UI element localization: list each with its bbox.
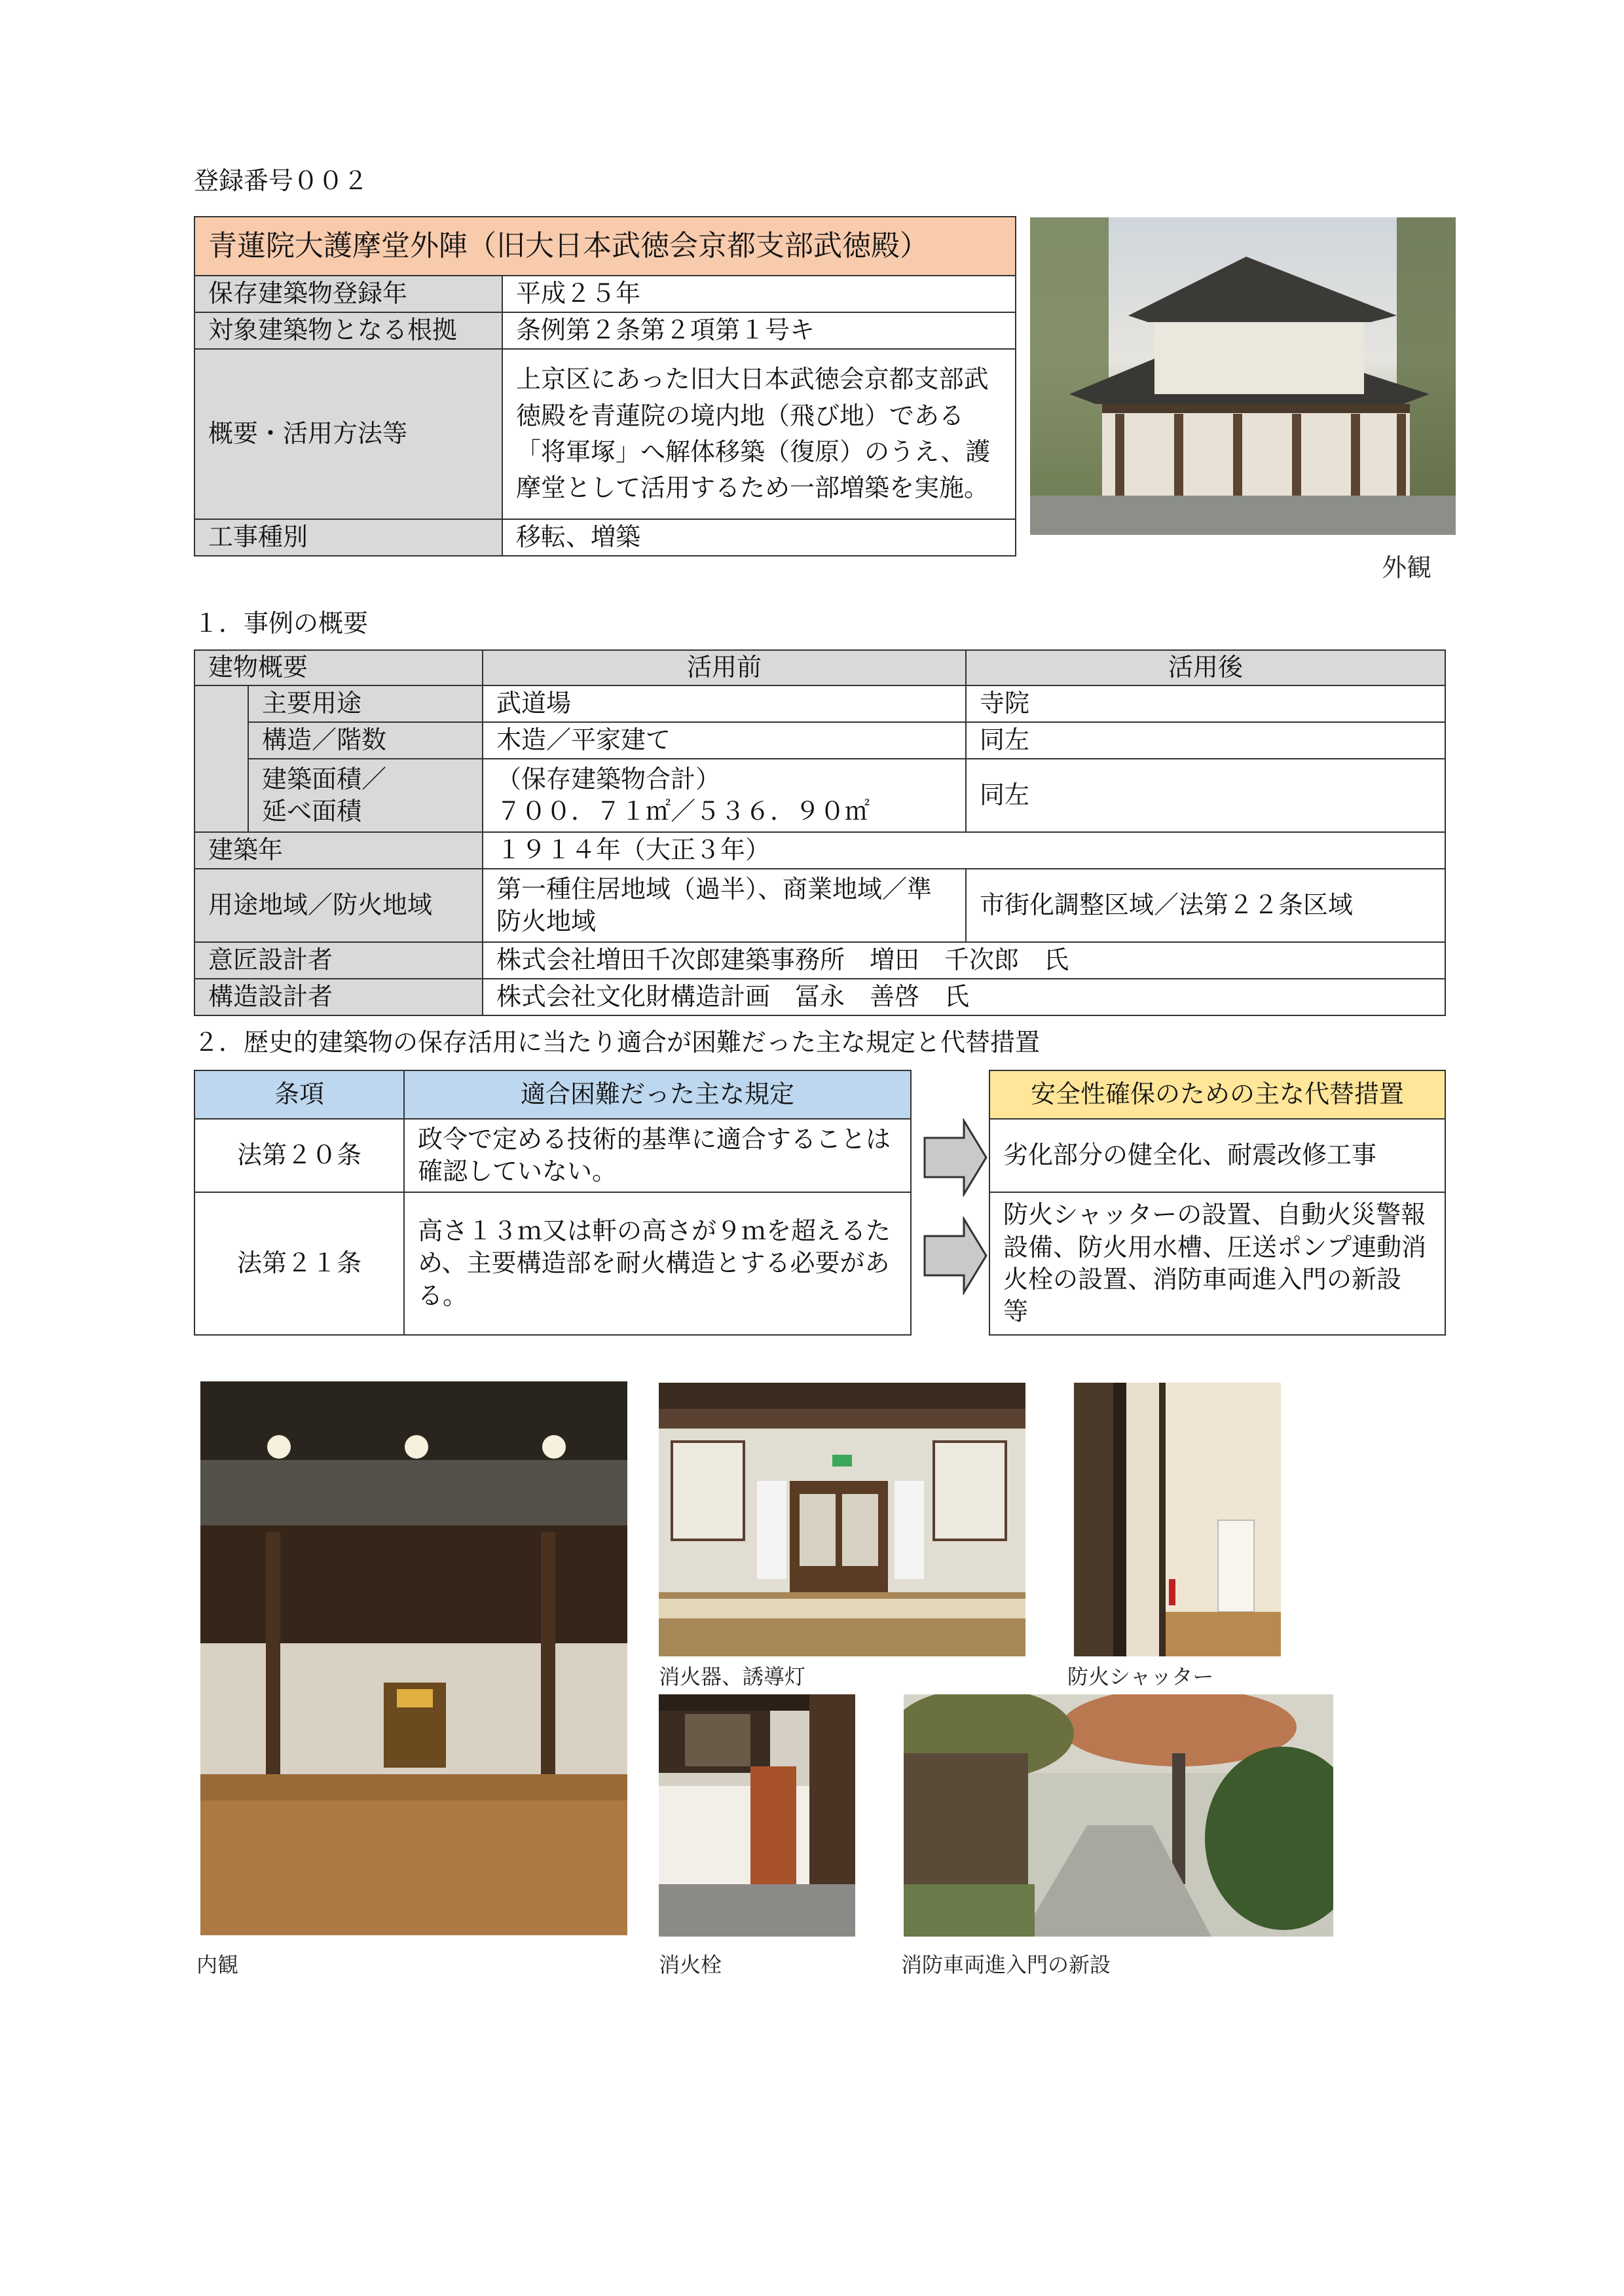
header-table [194, 216, 1016, 556]
rule-20: 政令で定める技術的基準に適合することは確認していない。 [404, 1119, 911, 1192]
after-area: 同左 [966, 759, 1445, 832]
measure-21: 防火シャッターの設置、自動火災警報設備、防火用水槽、圧送ポンプ連動消火栓の設置、消防車両進入門の新設 等 [989, 1192, 1445, 1335]
row-value-registration-year: 平成２５年 [502, 276, 1016, 312]
article-21: 法第２１条 [194, 1192, 404, 1335]
before-area-line2: ７００．７１㎡／５３６．９０㎡ [496, 797, 870, 826]
arrow-right-icon [923, 1118, 989, 1197]
value-year: １９１４年（大正３年） [483, 832, 1445, 869]
exterior-photo [1030, 217, 1456, 535]
indent-cell [194, 685, 248, 832]
row-value-work-type: 移転、増築 [502, 519, 1016, 556]
col-header-overview: 建物概要 [194, 650, 483, 685]
after-structure: 同左 [966, 722, 1445, 759]
before-zone: 第一種住居地域（過半）、商業地域／準防火地域 [483, 869, 966, 942]
col-header-measure: 安全性確保のための主な代替措置 [989, 1070, 1445, 1119]
value-structural-designer: 株式会社文化財構造計画 冨永 善啓 氏 [483, 979, 1445, 1015]
label-main-use: 主要用途 [248, 685, 483, 722]
before-structure: 木造／平家建て [483, 722, 966, 759]
shutter-photo [1074, 1383, 1281, 1656]
measures-table [989, 1070, 1446, 1336]
row-label-basis: 対象建築物となる根拠 [194, 312, 502, 349]
interior-caption: 内観 [196, 1952, 239, 1977]
registration-number: 登録番号００２ [194, 166, 369, 195]
arrow-right-icon [923, 1216, 989, 1295]
interior-photo [200, 1381, 627, 1935]
extinguisher-photo [659, 1383, 1025, 1656]
section2-heading: ２．歴史的建築物の保存活用に当たり適合が困難だった主な規定と代替措置 [194, 1028, 1041, 1057]
measure-20: 劣化部分の健全化、耐震改修工事 [989, 1119, 1445, 1192]
label-area [248, 759, 483, 832]
shutter-caption: 防火シャッター [1067, 1664, 1214, 1689]
rules-table [194, 1070, 912, 1336]
label-area-line2: 延べ面積 [262, 797, 362, 826]
before-area [483, 759, 966, 832]
exterior-caption: 外観 [1382, 555, 1432, 582]
row-label-registration-year: 保存建築物登録年 [194, 276, 502, 312]
after-main-use: 寺院 [966, 685, 1445, 722]
extinguisher-caption: 消火器、誘導灯 [659, 1664, 806, 1689]
col-header-after: 活用後 [966, 650, 1445, 685]
row-value-basis: 条例第２条第２項第１号キ [502, 312, 1016, 349]
value-designer: 株式会社増田千次郎建築事務所 増田 千次郎 氏 [483, 942, 1445, 979]
row-label-work-type: 工事種別 [194, 519, 502, 556]
label-year: 建築年 [194, 832, 483, 869]
col-header-article: 条項 [194, 1070, 404, 1119]
section1-heading: １．事例の概要 [194, 609, 369, 638]
gate-caption: 消防車両進入門の新設 [901, 1952, 1111, 1977]
gate-photo [904, 1694, 1333, 1937]
label-area-line1: 建築面積／ [262, 764, 387, 793]
before-area-line1: （保存建築物合計） [496, 764, 721, 793]
overview-table [194, 649, 1446, 1016]
row-label-overview: 概要・活用方法等 [194, 349, 502, 519]
label-structural-designer: 構造設計者 [194, 979, 483, 1015]
hydrant-photo [659, 1694, 855, 1937]
rule-21: 高さ１３ｍ又は軒の高さが９ｍを超えるため、主要構造部を耐火構造とする必要がある。 [404, 1192, 911, 1335]
after-zone: 市街化調整区域／法第２２条区域 [966, 869, 1445, 942]
col-header-before: 活用前 [483, 650, 966, 685]
article-20: 法第２０条 [194, 1119, 404, 1192]
col-header-rule: 適合困難だった主な規定 [404, 1070, 911, 1119]
row-value-overview: 上京区にあった旧大日本武徳会京都支部武徳殿を青蓮院の境内地（飛び地）である「将軍塚」へ解体移築（復原）のうえ、護摩堂として活用するため一部増築を実施。 [502, 349, 1016, 519]
label-designer: 意匠設計者 [194, 942, 483, 979]
before-main-use: 武道場 [483, 685, 966, 722]
label-structure: 構造／階数 [248, 722, 483, 759]
hydrant-caption: 消火栓 [659, 1952, 722, 1977]
label-zone: 用途地域／防火地域 [194, 869, 483, 942]
building-title: 青蓮院大護摩堂外陣（旧大日本武徳会京都支部武徳殿） [194, 217, 1016, 276]
